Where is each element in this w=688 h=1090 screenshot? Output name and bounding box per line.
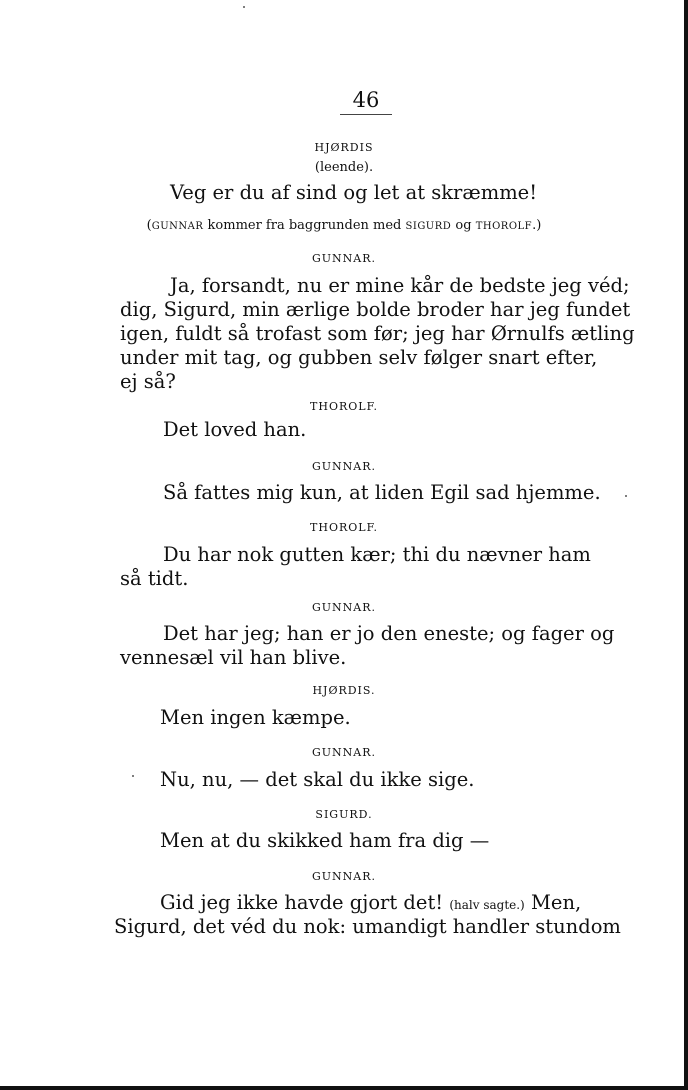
stage-direction-aside: (halv sagte.): [449, 898, 525, 912]
speaker-hjordis: HJØRDIS: [314, 141, 374, 154]
speaker-gunnar: GUNNAR.: [311, 460, 377, 473]
dialogue-line: Gid jeg ikke havde gjort det! (halv sagte.) Men,: [160, 891, 582, 914]
dialogue-line: Du har nok gutten kær; thi du nævner ham: [163, 543, 591, 566]
dialogue-line: under mit tag, og gubben selv følger snart efter,: [120, 346, 598, 369]
dialogue-line: igen, fuldt så trofast som før; jeg har Ørnulfs ætling: [120, 322, 635, 345]
dialogue-line: Ja, forsandt, nu er mine kår de bedste jeg véd;: [170, 274, 630, 297]
speaker-gunnar: GUNNAR.: [311, 746, 377, 759]
stage-direction-entrance: (GUNNAR kommer fra baggrunden med SIGURD og THOROLF.): [146, 218, 542, 233]
dialogue-line: ej så?: [120, 370, 176, 393]
stage-direction-laughing: (leende).: [314, 160, 374, 175]
dialogue-line: Det loved han.: [163, 418, 307, 441]
dialogue-line: Nu, nu, — det skal du ikke sige.: [160, 768, 475, 791]
speaker-gunnar: GUNNAR.: [311, 870, 377, 883]
speaker-gunnar: GUNNAR.: [311, 601, 377, 614]
page-number: 46: [340, 88, 392, 115]
speaker-thorolf: THOROLF.: [310, 400, 378, 413]
speaker-hjordis: HJØRDIS.: [312, 684, 376, 697]
dialogue-line: vennesæl vil han blive.: [120, 646, 347, 669]
dialogue-line: Men at du skikked ham fra dig —: [160, 829, 490, 852]
dialogue-line: så tidt.: [120, 567, 189, 590]
dialogue-line: Men ingen kæmpe.: [160, 706, 351, 729]
scan-speck: [625, 495, 627, 497]
scan-speck: [243, 6, 245, 8]
dialogue-line: Sigurd, det véd du nok: umandigt handler stundom: [114, 915, 621, 938]
page-edge-bottom: [0, 1086, 688, 1090]
dialogue-line: Veg er du af sind og let at skræmme!: [170, 181, 538, 204]
dialogue-line: Det har jeg; han er jo den eneste; og fager og: [163, 622, 615, 645]
dialogue-line: Så fattes mig kun, at liden Egil sad hjemme.: [163, 481, 601, 504]
scan-speck: [132, 775, 134, 777]
speaker-thorolf: THOROLF.: [310, 521, 378, 534]
speaker-sigurd: SIGURD.: [315, 808, 373, 821]
speaker-gunnar: GUNNAR.: [311, 252, 377, 265]
dialogue-line: dig, Sigurd, min ærlige bolde broder har jeg fundet: [120, 298, 631, 321]
